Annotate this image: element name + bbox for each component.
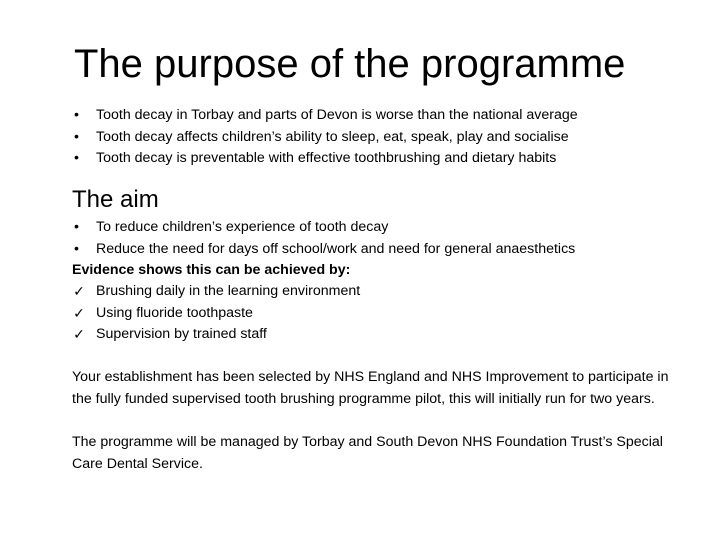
purpose-bullet-item: • Tooth decay is preventable with effective toothbrushing and dietary habits bbox=[72, 148, 578, 170]
checkmark-icon: ✓ bbox=[73, 283, 85, 299]
evidence-item bbox=[72, 324, 360, 346]
aim-bullet-item: • Reduce the need for days off school/work and need for general anaesthetics bbox=[72, 239, 575, 261]
selection-paragraph: Your establishment has been selected by NHS England and NHS Improvement to participate in the fully funded supervised tooth brushing programme pilot, this will initially run for two years. bbox=[72, 369, 669, 407]
aim-bullet-list bbox=[72, 217, 575, 260]
management-paragraph: The programme will be managed by Torbay and South Devon NHS Foundation Trust’s Special Care Dental Service. bbox=[72, 434, 663, 472]
aim-heading: The aim bbox=[72, 186, 159, 213]
evidence-item-label: Supervision by trained staff bbox=[96, 326, 267, 342]
evidence-heading: Evidence shows this can be achieved by: bbox=[72, 262, 351, 278]
evidence-item-label: Using fluoride toothpaste bbox=[96, 304, 253, 321]
purpose-bullet-item: • Tooth decay in Torbay and parts of Devon is worse than the national average bbox=[72, 105, 578, 127]
evidence-item bbox=[72, 303, 360, 325]
checkmark-icon: ✓ bbox=[73, 326, 85, 342]
slide-title: The purpose of the programme bbox=[74, 42, 626, 86]
purpose-bullet-list bbox=[72, 105, 578, 170]
checkmark-icon: ✓ bbox=[73, 304, 85, 321]
evidence-checklist bbox=[72, 281, 360, 346]
aim-bullet-item: • To reduce children’s experience of tooth decay bbox=[72, 217, 575, 239]
purpose-bullet-item: • Tooth decay affects children’s ability to sleep, eat, speak, play and socialise bbox=[72, 127, 578, 149]
evidence-item-label: Brushing daily in the learning environment bbox=[96, 283, 361, 299]
evidence-item bbox=[72, 281, 360, 303]
